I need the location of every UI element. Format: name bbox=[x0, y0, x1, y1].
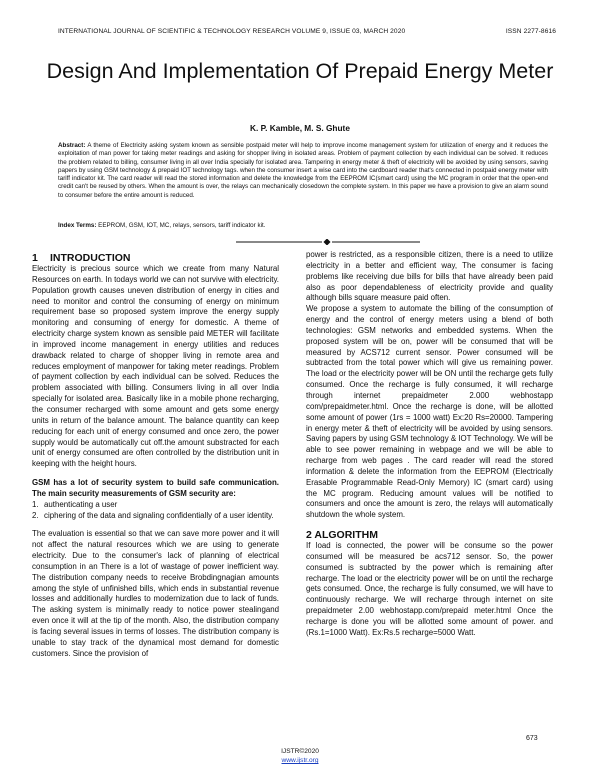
section-number: 2 bbox=[306, 529, 312, 542]
section-title: ALGORITHM bbox=[314, 529, 378, 542]
paper-title: Design And Implementation Of Prepaid Energy Meter bbox=[46, 59, 554, 83]
section-title: INTRODUCTION bbox=[50, 252, 131, 264]
abstract-label: Abstract: bbox=[58, 142, 86, 149]
copyright: IJSTR©2020 bbox=[281, 748, 319, 755]
left-column bbox=[32, 252, 279, 660]
authors: K. P. Kamble, M. S. Ghute bbox=[250, 123, 350, 133]
abstract bbox=[58, 142, 548, 200]
index-terms-label: Index Terms: bbox=[58, 222, 97, 229]
section-heading-algorithm bbox=[306, 529, 553, 541]
journal-header: INTERNATIONAL JOURNAL OF SCIENTIFIC & TECHNOLOGY RESEARCH VOLUME 9, ISSUE 03, MARCH 2020 bbox=[58, 28, 406, 35]
security-list bbox=[32, 500, 279, 522]
section-divider bbox=[236, 239, 420, 245]
section-number: 1 bbox=[32, 252, 38, 264]
section-heading-introduction bbox=[32, 252, 279, 264]
page-number: 673 bbox=[526, 735, 538, 742]
index-terms-text: EEPROM, GSM, IOT, MC, relays, sensors, tariff indicator kit. bbox=[96, 222, 266, 229]
right-paragraph-1: power is restricted, as a responsible citizen, there is a need to utilize electricity in a better and efficient way, The consumer is facing problems like receiving due bills for bills that have already been paid also as poor dependableness of electricity provide and quality although bills square measure paid often. bbox=[306, 250, 553, 303]
issn: ISSN 2277-8616 bbox=[505, 28, 556, 35]
abstract-text: A theme of Electricity asking system known as sensible postpaid meter will help to improve income management system for utilization of energy and it reduces the exploitation of man power for taking meter readings and asking for shopper living in isolated areas. Problem of payment collection by each individual can be solved. It reduces the problem related to billing, consumer living in all over India specially for isolated area. Tampering in energy meter & theft of electricity will be avoided by using sensors, saving papers by using GSM technology & prepaid IOT technology tags. when the consumer insert a wise card into the cardboard reader that's connected in postpaid energy meter with tariff indicator kit. The card reader will read the stored information and delete the knowledge from the EEPROM IC(smart card) using the MC program in order that the open-end credit can't be reused by others. When the amount is over, the relays can mechanically closedown the complete system. In this paper we have a provision to give an alarm sound to consumer before the entire amount is reduced. bbox=[58, 142, 548, 199]
gsm-security-paragraph: GSM has a lot of security system to build safe communication. The main security measurements of GSM security are: bbox=[32, 478, 279, 498]
list-item: 2. ciphering of the data and signaling confidentially of a user identity. bbox=[32, 510, 274, 520]
intro-paragraph-3: The evaluation is essential so that we can save more power and it will not affect the natural resources which we are using to generate electricity. Due to the consumer's lack of planning of electrical consumption in an There is a lot of wastage of power inefficient way. The distribution company needs to receive Brobdingnagian amounts among the style of unfinished bills, which ends in substantial revenue losses and additionally hurdles to modernization due to lack of funds. The asking system is minimally ready to notice power stealingand even once it will at the tip of the month. Also, the distribution company is facing several issues in terms of losses. The distribution company is unable to stay track of the dynamical most demand for domestic customers. Since the provision of bbox=[32, 529, 279, 658]
index-terms bbox=[58, 222, 548, 230]
right-column bbox=[306, 250, 553, 639]
algorithm-paragraph: If load is connected, the power will be consume so the power consumed will be measured be acs712 sensor. So, the power consumed is subtracted by the power which is remaining after recharge. The load or the electricity power will be on until the recharge gets consumed. Once, the recharge is fully consumed, we will have to continuously recharge. We will recharge through internet on site prepaidmeter 2.00 webhostapp.com/prepaid meter.html Once the recharge is done you will be allotted some amount of power. and (Rs.1=1000 Watt). Ex:Rs.5 recharge=5000 Watt. bbox=[306, 541, 553, 637]
right-paragraph-2: We propose a system to automate the billing of the consumption of energy and the control of energy meters using a blend of both technologies: GSM networks and embedded systems. When the proposed system will be on, power will be consumed that will be measured by ACS712 current sensor. Power consumed will be subtracted from the total power which will give us remaining power. The load or the electricity power will be ON until the recharge gets fully consumed. Once the recharge is fully consumed, it will recharge through internet prepaidmeter 2.000 webhostapp com/prepaidmeter.html. Once the recharge is done, will be allotted some amount of power (1rs = 1000 watt) Ex:20 Rs=20000. Tampering in energy meter & theft of electricity will be avoided by using sensors. Saving papers by using GSM technology & IOT Technology. We will be able to see power remaining in webpage and we will be able to recharge from web pages . The card reader will read the stored information & delete the information from the EEPROM (Electrically Erasable Programmable Read-Only Memory) IC (smart card) using the MC program. Reducing amount values will be notified to consumers and once the amount is zero, the relays will automatically shutdown the whole system. bbox=[306, 304, 553, 520]
list-item: 1. authenticating a user bbox=[32, 499, 118, 509]
journal-url-link[interactable]: www.ijstr.org bbox=[281, 757, 319, 764]
intro-paragraph-1: Electricity is precious source which we create from many Natural Resources on earth. In todays world we can not survive with electricity. Population growth causes uneven distribution of energy in cities and need to monitor and control the consuming of energy on minimum requirement base so proposed system improve the energy supply monitoring and consuming of energy for domestic. A theme of electricity charge system known as sensible paid METER will facilitate in improved income management in energy utilities and reduces drawback related to charge of shopper living in remote area and reduces employment of manpower for taking meter readings. Problem of payment collection by each individual can be solved. Reduces the problem associated with billing. Consumers living in all over India specially for isolated area. Basically like in a mobile phone recharging, the consumer recharged with some amount and gets some energy units in return of the balance amount. The balance quantity can keep reducing for each unit of energy consumed and once zero, the power supply would be automatically cut off.the amount substracted for each unit of energy consumed are often controlled by the distribution unit in keeping with the height hours. bbox=[32, 264, 279, 469]
